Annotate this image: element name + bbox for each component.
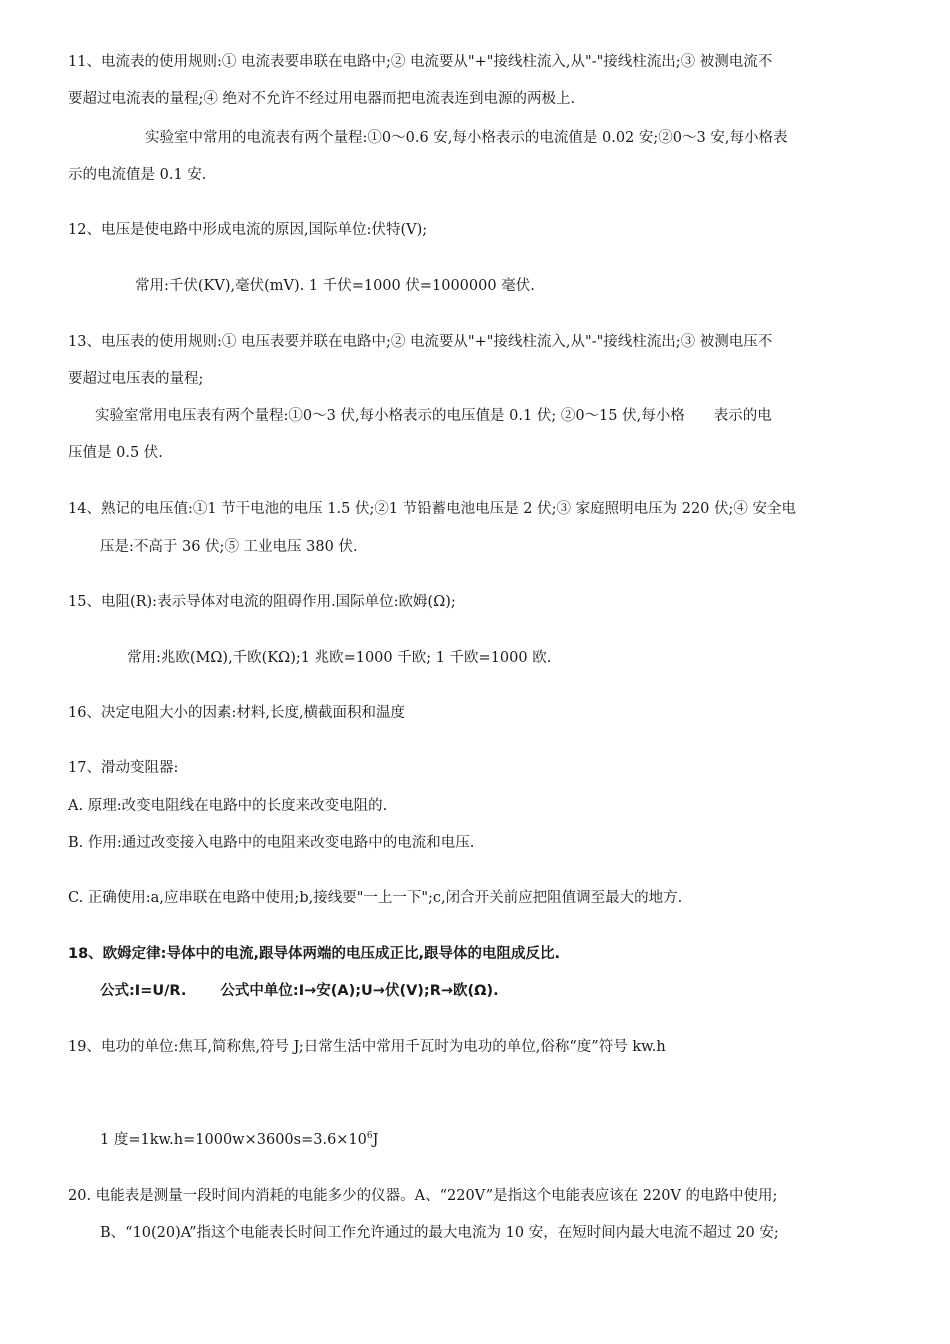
item-18-formula: 公式:I=U/R. 公式中单位:I→安(A);U→伏(V);R→欧(Ω). bbox=[100, 983, 499, 999]
item-17-b: B. 作用:通过改变接入电路中的电阻来改变电路中的电流和电压. bbox=[68, 835, 475, 851]
item-13-line-2: 要超过电压表的量程; bbox=[68, 371, 204, 387]
item-19-conversion bbox=[100, 1130, 378, 1150]
item-12-common-units: 常用:千伏(KV),毫伏(mV). 1 千伏=1000 伏=1000000 毫伏. bbox=[135, 278, 535, 294]
item-11-line-2: 要超过电流表的量程;④ 绝对不允许不经过用电器而把电流表连到电源的两极上. bbox=[68, 91, 576, 107]
item-17-heading: 17、滑动变阻器: bbox=[68, 760, 179, 776]
item-11-ammeter-ranges-line-1: 实验室中常用的电流表有两个量程:①0～0.6 安,每小格表示的电流值是 0.02 安;②0～3 安,每小格表 bbox=[145, 130, 788, 146]
item-11-line-1: 11、电流表的使用规则:① 电流表要串联在电路中;② 电流要从"+"接线柱流入,从"-"接线柱流出;③ 被测电流不 bbox=[68, 54, 773, 70]
item-15-line-1: 15、电阻(R):表示导体对电流的阻碍作用.国际单位:欧姆(Ω); bbox=[68, 594, 456, 610]
item-11-ammeter-ranges-line-2: 示的电流值是 0.1 安. bbox=[68, 167, 207, 183]
item-19-line-1: 19、电功的单位:焦耳,简称焦,符号 J;日常生活中常用千瓦时为电功的单位,俗称“度”符号 kw.h bbox=[68, 1039, 666, 1055]
conversion-exponent: 6 bbox=[366, 1131, 373, 1142]
item-12-line-1: 12、电压是使电路中形成电流的原因,国际单位:伏特(V); bbox=[68, 222, 428, 238]
item-14-line-1: 14、熟记的电压值:①1 节干电池的电压 1.5 伏;②1 节铅蓄电池电压是 2 伏;③ 家庭照明电压为 220 伏;④ 安全电 bbox=[68, 501, 796, 517]
item-16: 16、决定电阻大小的因素:材料,长度,横截面积和温度 bbox=[68, 705, 406, 721]
conversion-base: 1 度=1kw.h=1000w×3600s=3.6×10 bbox=[100, 1132, 367, 1148]
item-13-line-1: 13、电压表的使用规则:① 电压表要并联在电路中;② 电流要从"+"接线柱流入,从"-"接线柱流出;③ 被测电压不 bbox=[68, 334, 773, 350]
item-18-ohms-law: 18、欧姆定律:导体中的电流,跟导体两端的电压成正比,跟导体的电阻成反比. bbox=[68, 946, 560, 962]
item-17-c: C. 正确使用:a,应串联在电路中使用;b,接线要"一上一下";c,闭合开关前应把阻值调至最大的地方. bbox=[68, 890, 683, 906]
item-13-voltmeter-ranges-line-2: 压值是 0.5 伏. bbox=[68, 445, 163, 461]
item-20-line-1: 20. 电能表是测量一段时间内消耗的电能多少的仪器。A、“220V”是指这个电能表应该在 220V 的电路中使用; bbox=[68, 1188, 778, 1204]
item-14-line-2: 压是:不高于 36 伏;⑤ 工业电压 380 伏. bbox=[100, 539, 358, 555]
item-20-line-2: B、“10(20)A”指这个电能表长时间工作允许通过的最大电流为 10 安，在短时间内最大电流不超过 20 安; bbox=[100, 1225, 779, 1241]
item-13-voltmeter-ranges-line-1: 实验室常用电压表有两个量程:①0～3 伏,每小格表示的电压值是 0.1 伏; ②0～15 伏,每小格 表示的电 bbox=[95, 408, 772, 424]
item-15-common-units: 常用:兆欧(MΩ),千欧(KΩ);1 兆欧=1000 千欧; 1 千欧=1000 欧. bbox=[127, 650, 552, 666]
conversion-unit: J bbox=[372, 1132, 379, 1148]
item-17-a: A. 原理:改变电阻线在电路中的长度来改变电阻的. bbox=[68, 798, 388, 814]
